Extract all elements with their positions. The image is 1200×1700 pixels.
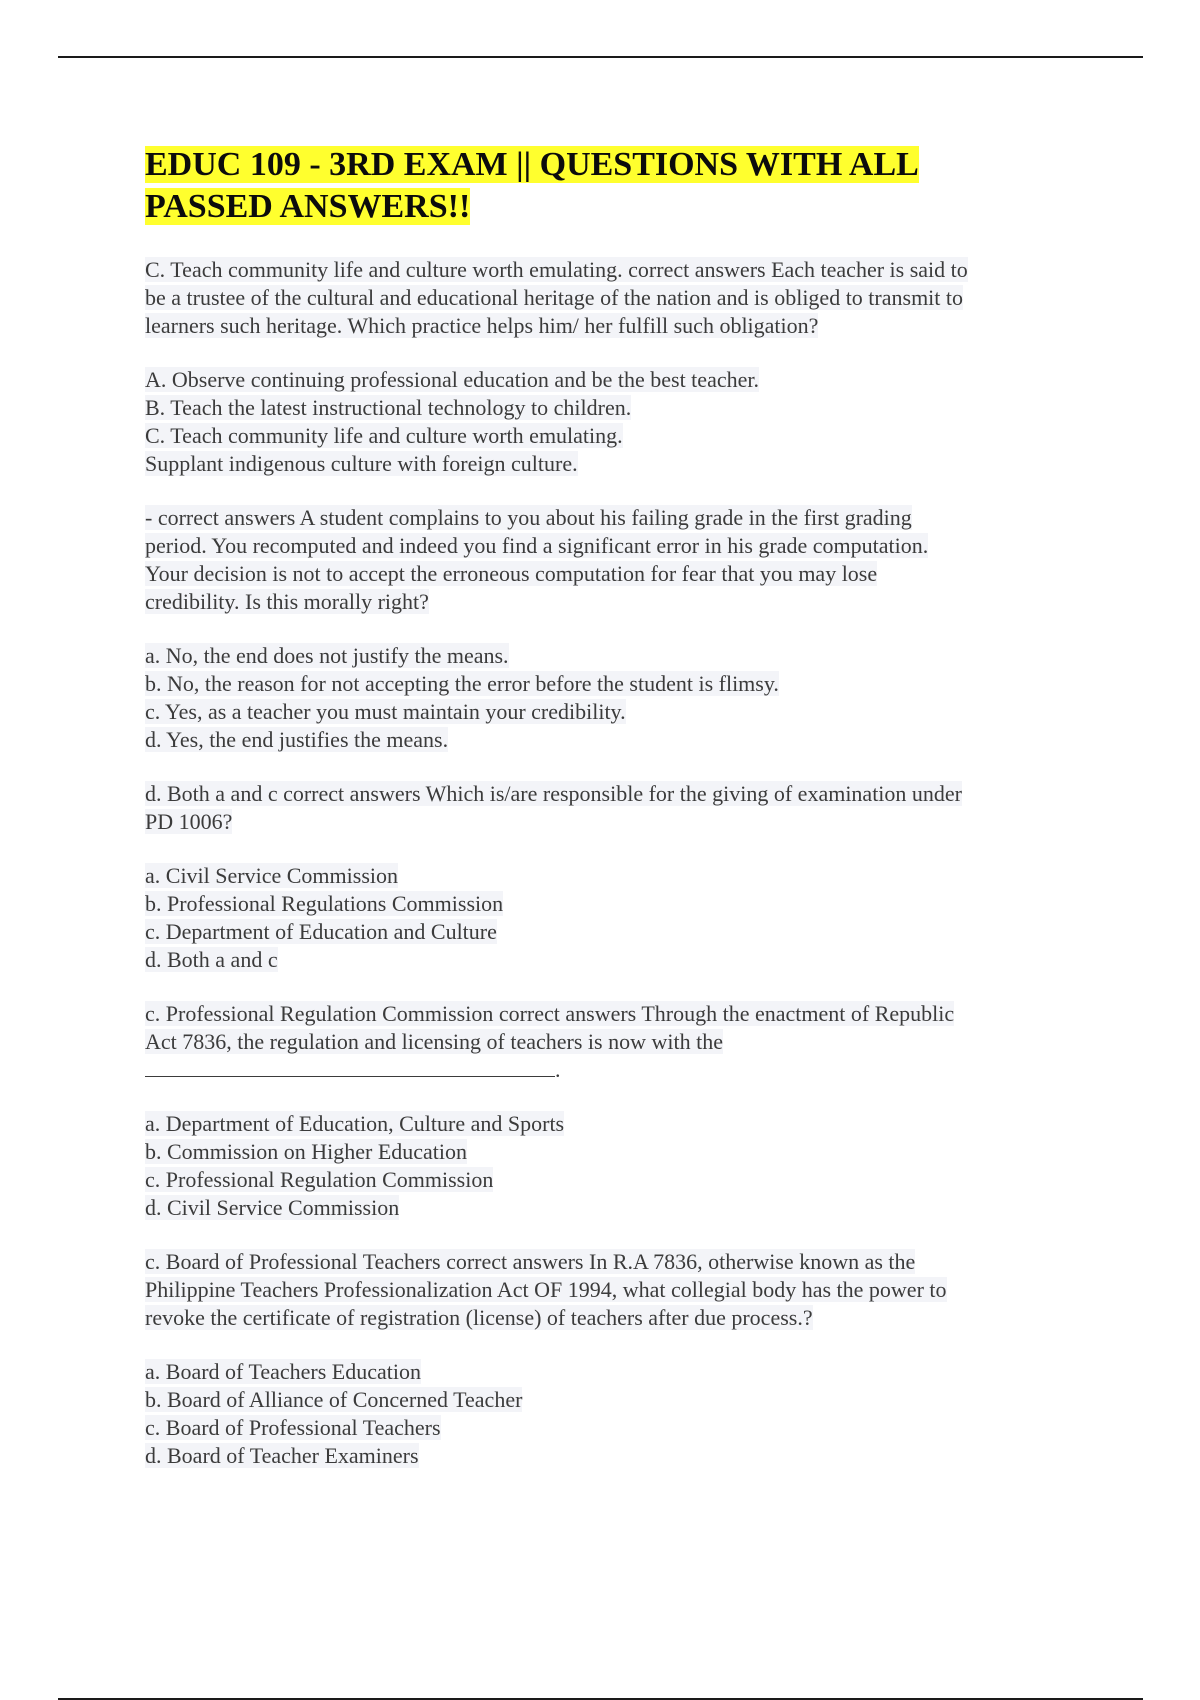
question-line: Act 7836, the regulation and licensing of teachers is now with the bbox=[145, 1029, 723, 1054]
answer-option: c. Yes, as a teacher you must maintain your credibility. bbox=[145, 699, 626, 724]
question-paragraph bbox=[145, 1248, 1060, 1332]
answer-option: b. Board of Alliance of Concerned Teacher bbox=[145, 1387, 523, 1412]
answer-options bbox=[145, 1110, 1060, 1222]
question-list bbox=[145, 256, 1060, 1470]
fill-in-blank bbox=[145, 1056, 555, 1077]
answer-option: B. Teach the latest instructional technology to children. bbox=[145, 395, 632, 420]
question-line: c. Professional Regulation Commission correct answers Through the enactment of Republic bbox=[145, 1001, 955, 1026]
answer-option: b. Commission on Higher Education bbox=[145, 1139, 468, 1164]
answer-option: a. No, the end does not justify the means. bbox=[145, 643, 509, 668]
question-paragraph bbox=[145, 780, 1060, 836]
title-line-1: EDUC 109 - 3RD EXAM || QUESTIONS WITH ALL bbox=[145, 146, 919, 183]
question-paragraph bbox=[145, 504, 1060, 616]
question-line: c. Board of Professional Teachers correct answers In R.A 7836, otherwise known as the bbox=[145, 1249, 916, 1274]
question-line: period. You recomputed and indeed you find a significant error in his grade computation. bbox=[145, 533, 929, 558]
question-line: C. Teach community life and culture worth emulating. correct answers Each teacher is said to bbox=[145, 257, 968, 282]
answer-option: d. Board of Teacher Examiners bbox=[145, 1443, 419, 1468]
question-line: be a trustee of the cultural and educational heritage of the nation and is obliged to transmit to bbox=[145, 285, 964, 310]
answer-option: Supplant indigenous culture with foreign culture. bbox=[145, 451, 578, 476]
answer-option: a. Civil Service Commission bbox=[145, 863, 398, 888]
answer-option: b. No, the reason for not accepting the error before the student is flimsy. bbox=[145, 671, 779, 696]
answer-options bbox=[145, 642, 1060, 754]
answer-option: c. Board of Professional Teachers bbox=[145, 1415, 441, 1440]
blank-suffix: . bbox=[555, 1057, 561, 1082]
answer-options bbox=[145, 1358, 1060, 1470]
question-paragraph bbox=[145, 1000, 1060, 1084]
question-paragraph bbox=[145, 256, 1060, 340]
answer-option: a. Board of Teachers Education bbox=[145, 1359, 421, 1384]
answer-option: d. Yes, the end justifies the means. bbox=[145, 727, 449, 752]
answer-option: c. Professional Regulation Commission bbox=[145, 1167, 494, 1192]
top-rule bbox=[58, 56, 1143, 58]
document-body bbox=[145, 144, 1060, 1496]
answer-option: A. Observe continuing professional education and be the best teacher. bbox=[145, 367, 759, 392]
title-line-2: PASSED ANSWERS!! bbox=[145, 188, 471, 225]
document-title bbox=[145, 144, 1060, 228]
question-line: - correct answers A student complains to you about his failing grade in the first grading bbox=[145, 505, 912, 530]
answer-option: C. Teach community life and culture worth emulating. bbox=[145, 423, 623, 448]
question-line: PD 1006? bbox=[145, 809, 233, 834]
answer-option: c. Department of Education and Culture bbox=[145, 919, 497, 944]
question-line: revoke the certificate of registration (license) of teachers after due process.? bbox=[145, 1305, 813, 1330]
question-line: d. Both a and c correct answers Which is/are responsible for the giving of examination under bbox=[145, 781, 963, 806]
question-line: credibility. Is this morally right? bbox=[145, 589, 429, 614]
answer-option: b. Professional Regulations Commission bbox=[145, 891, 504, 916]
question-line: learners such heritage. Which practice helps him/ her fulfill such obligation? bbox=[145, 313, 819, 338]
answer-option: a. Department of Education, Culture and Sports bbox=[145, 1111, 565, 1136]
answer-option: d. Civil Service Commission bbox=[145, 1195, 400, 1220]
question-line: Philippine Teachers Professionalization Act OF 1994, what collegial body has the power to bbox=[145, 1277, 947, 1302]
answer-options bbox=[145, 366, 1060, 478]
answer-option: d. Both a and c bbox=[145, 947, 278, 972]
answer-options bbox=[145, 862, 1060, 974]
question-line: Your decision is not to accept the erroneous computation for fear that you may lose bbox=[145, 561, 878, 586]
